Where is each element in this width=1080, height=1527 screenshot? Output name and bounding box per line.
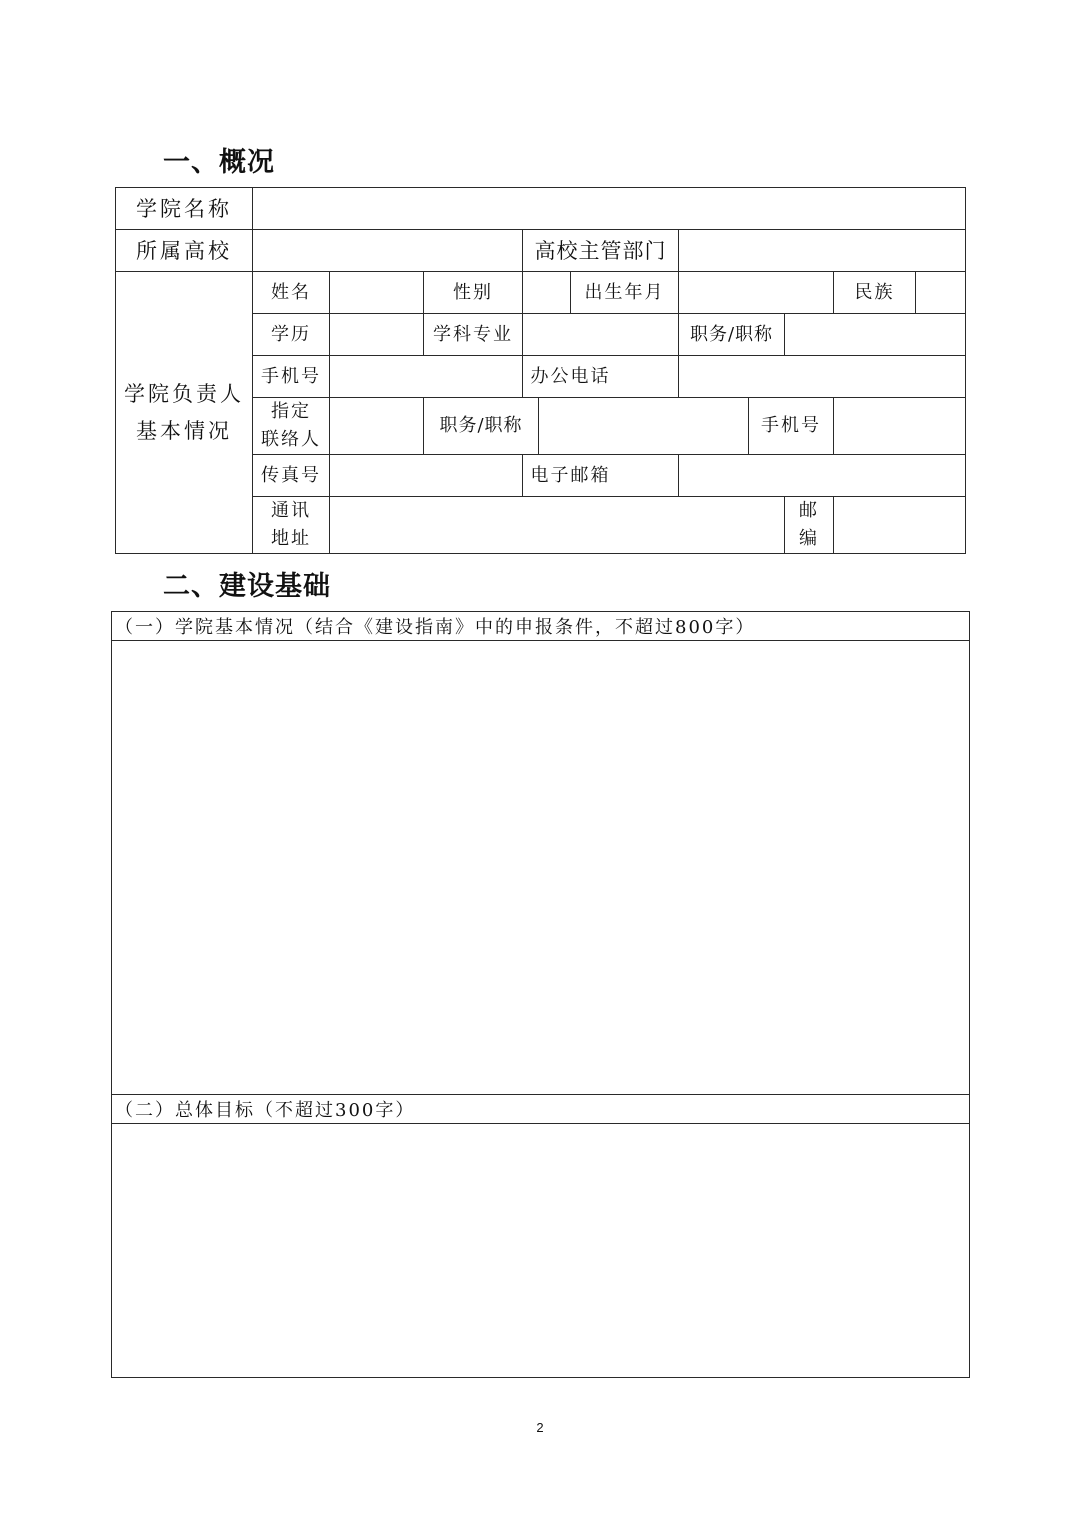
gender-label: 性别 [453,281,493,303]
page-number: 2 [536,1420,544,1435]
major-field[interactable] [523,314,678,355]
contact-title-field[interactable] [539,398,748,454]
education-label: 学历 [271,323,311,345]
contact-person-label: 指定 联络人 [261,401,321,450]
university-field[interactable] [253,230,522,271]
ethnicity-field[interactable] [916,272,965,313]
mobile-field[interactable] [330,356,522,397]
office-phone-field[interactable] [679,356,965,397]
major-label: 学科专业 [433,323,513,345]
education-field[interactable] [330,314,423,355]
postcode-field[interactable] [834,497,965,553]
contact-person-field[interactable] [330,398,423,454]
overall-goal-title: （二）总体目标（不超过300字） [115,1100,416,1121]
authority-field[interactable] [679,230,965,271]
email-label: 电子邮箱 [530,464,611,486]
name-field[interactable] [330,272,423,313]
ethnicity-label: 民族 [854,281,895,303]
birth-label: 出生年月 [584,281,665,303]
gender-field[interactable] [523,272,570,313]
college-name-field[interactable] [253,188,965,229]
section-heading-overview: 一、概况 [163,147,275,178]
contact-mobile-field[interactable] [834,398,965,454]
section-heading-foundation: 二、建设基础 [163,571,331,602]
basic-situation-title: （一）学院基本情况（结合《建设指南》中的申报条件，不超过800字） [115,617,756,638]
title-field[interactable] [785,314,965,355]
contact-title-label: 职务/职称 [439,415,523,436]
office-phone-label: 办公电话 [530,365,611,387]
overall-goal-content[interactable] [112,1124,969,1377]
authority-label: 高校主管部门 [534,238,667,263]
fax-label: 传真号 [261,464,321,486]
college-name-label: 学院名称 [136,196,232,221]
address-label: 通讯 地址 [271,500,311,549]
name-label: 姓名 [271,281,311,303]
postcode-label: 邮 编 [799,500,819,549]
fax-field[interactable] [330,455,522,496]
address-field[interactable] [330,497,784,553]
basic-situation-content[interactable] [112,641,969,1094]
leader-info-label: 学院负责人 基本情况 [124,381,244,443]
title-label: 职务/职称 [689,323,774,345]
contact-mobile-label: 手机号 [761,415,821,436]
mobile-label: 手机号 [261,365,321,387]
university-label: 所属高校 [136,238,232,263]
email-field[interactable] [679,455,965,496]
birth-field[interactable] [679,272,833,313]
